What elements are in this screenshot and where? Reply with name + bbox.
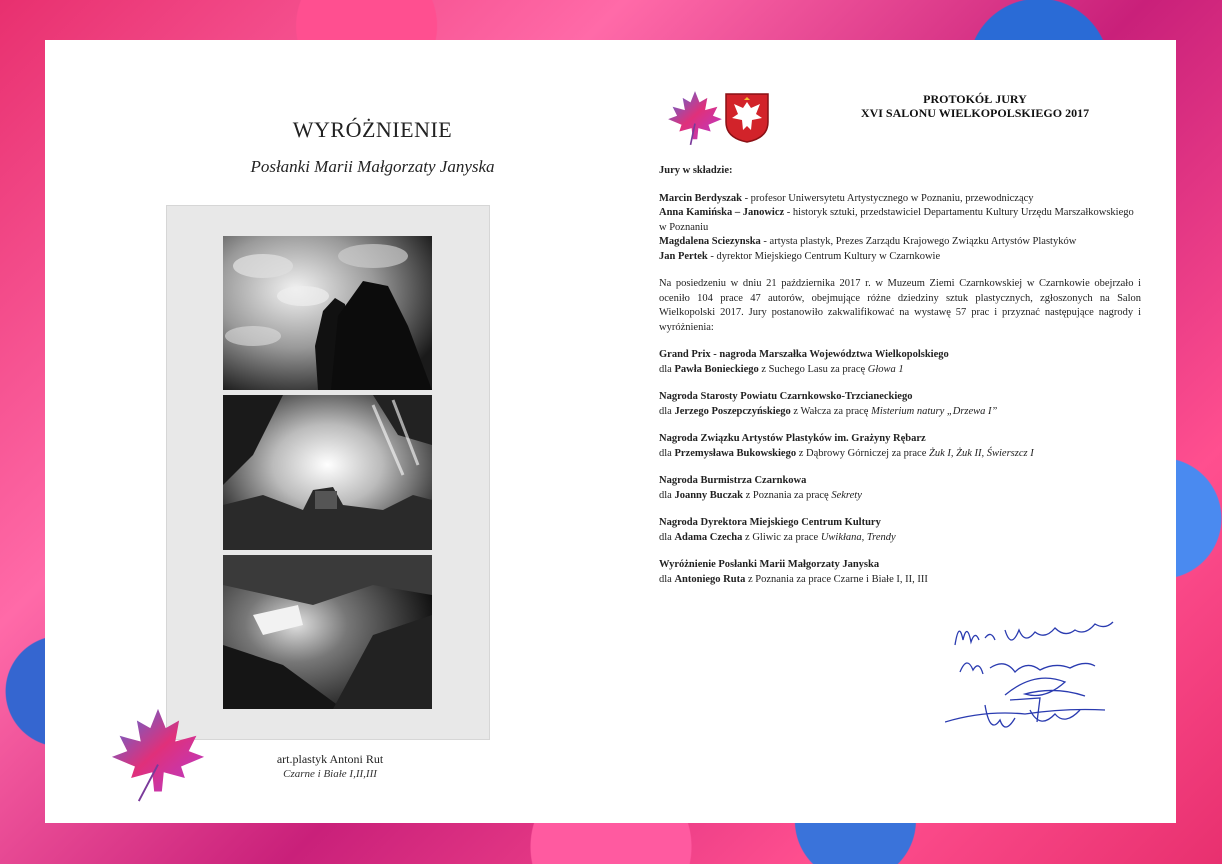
photo-frame <box>166 205 490 740</box>
jury-member: Marcin Berdyszak - profesor Uniwersytetu Artystycznego w Poznaniu, przewodniczący <box>659 192 1034 204</box>
jury-member: Jan Pertek - dyrektor Miejskiego Centrum Kultury w Czarnkowie <box>659 250 941 262</box>
award-subtitle: Posłanki Marii Małgorzaty Janyska <box>250 157 495 176</box>
award-entry: Nagroda Dyrektora Miejskiego Centrum Kultury dla Adama Czecha z Gliwic za prace Uwikłana, Trendy <box>659 517 896 543</box>
jury-heading: Jury w składzie: <box>659 165 733 176</box>
tunnel-photo <box>223 555 432 709</box>
artist-name: art.plastyk Antoni Rut <box>276 752 384 766</box>
jury-member: Magdalena Sciezynska - artysta plastyk, Prezes Zarządu Krajowego Związku Artystów Plastyków <box>659 236 1077 247</box>
award-entry: Nagroda Starosty Powiatu Czarnkowsko-Trzcianeckiego dla Jerzego Poszepczyńskiego z Wałcza za pracę Misterium natury „Drzewa I” <box>659 391 998 417</box>
certificate-sheet <box>45 40 1176 823</box>
castle-ruins-photo <box>223 395 432 550</box>
protocol-title-line2: XVI SALONU WIELKOPOLSKIEGO 2017 <box>860 106 1090 120</box>
jury-member: Anna Kamińska – Janowicz - historyk sztuki, przedstawiciel Departamentu Kultury Urzędu Marszałkowskiego w Poznaniu <box>659 207 1134 233</box>
protocol-body <box>659 164 1141 587</box>
maple-leaf-icon <box>105 707 211 803</box>
award-title: WYRÓŻNIENIE <box>292 117 453 142</box>
artwork-title: Czarne i Białe I,II,III <box>283 768 377 780</box>
award-entry: Nagroda Burmistrza Czarnkowa dla Joanny Buczak z Poznania za pracę Sekrety <box>659 475 862 501</box>
protocol-title <box>805 92 1145 120</box>
award-entry: Wyróżnienie Posłanki Marii Małgorzaty Janyska dla Antoniego Ruta z Poznania za prace Czarne i Białe I, II, III <box>659 559 928 585</box>
award-entry: Grand Prix - nagroda Marszałka Województwa Wielkopolskiego dla Pawła Bonieckiego z Suchego Lasu za pracę Głowa 1 <box>659 349 949 375</box>
award-entry: Nagroda Związku Artystów Plastyków im. Grażyny Rębarz dla Przemysława Bukowskiego z Dąbrowy Górniczej za prace Żuk I, Żuk II, Świerszcz I <box>659 433 1034 459</box>
jury-signatures <box>945 610 1115 735</box>
maple-leaf-small-icon <box>667 90 723 146</box>
intro-paragraph: Na posiedzeniu w dniu 21 października 2017 r. w Muzeum Ziemi Czarnkowskiej w Czarnkowie obejrzało i oceniło 104 prace 47 autorów, obejmujące różne dziedziny sztuk plastycznych, zgłoszonych na Salon Wielkopolski 2017. Jury postanowiło zakwalifikować na wystawę 57 prac i przyznać następujące nagrody i wyróżnienia: <box>659 278 1141 333</box>
protocol-title-line1: PROTOKÓŁ JURY <box>923 92 1027 106</box>
rock-photo <box>223 236 432 390</box>
eagle-crest-icon <box>724 92 770 144</box>
